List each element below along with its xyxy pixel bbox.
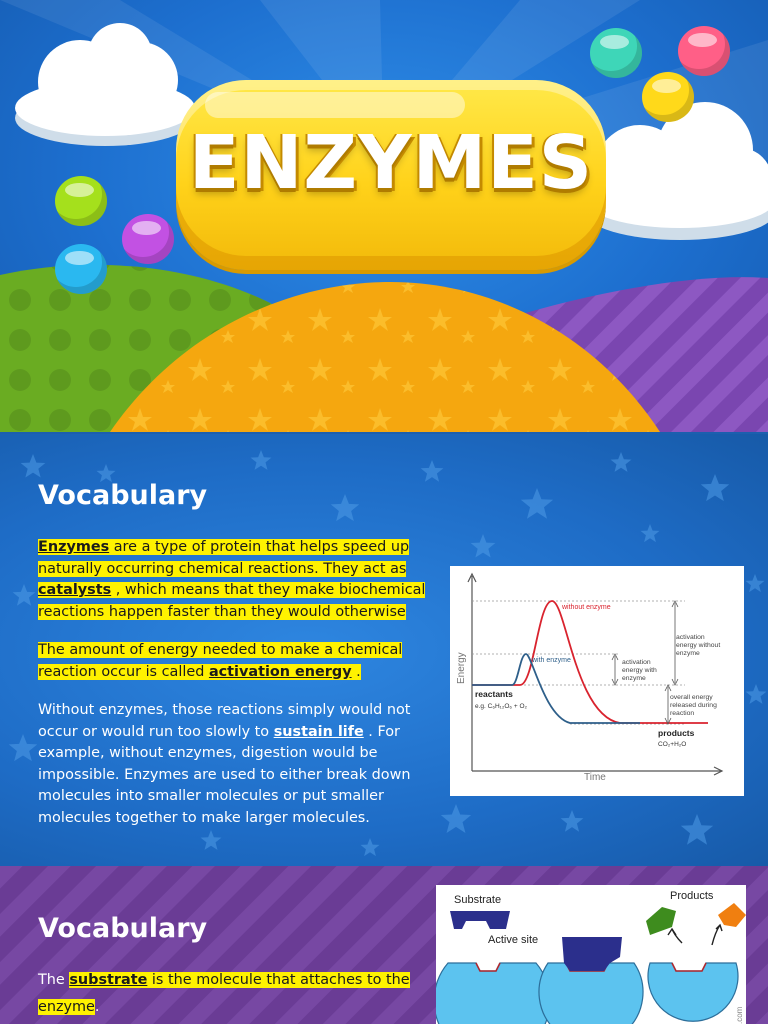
candy-ball-yellow: [642, 72, 694, 122]
label-substrate: Substrate: [454, 894, 502, 906]
label-reactants: reactants: [475, 689, 513, 699]
definition-text: are a type of protein that helps speed up naturally occurring chemical reactions. They act as: [38, 539, 410, 577]
definition-text: The amount of energy needed to make a chemical reaction occur is called: [38, 642, 403, 680]
title-slide: [0, 0, 768, 432]
graph-xlabel: Time: [584, 772, 606, 783]
activation-energy-definition: [38, 640, 430, 683]
activation-energy-graph: [450, 566, 744, 796]
definition-text: , which means that they make biochemical reactions happen faster than they would otherwise: [38, 582, 426, 620]
term-sustain-life: sustain life: [273, 723, 364, 740]
label-products: products: [658, 728, 695, 738]
without-enzymes-paragraph: [38, 700, 430, 830]
definition-text: .: [351, 663, 361, 680]
paragraph-text: . For example, without enzymes, digestion would be impossible. Enzymes are used to either break down molecules into smaller molecules or put smaller molecules together to make larger molecules.: [38, 723, 411, 826]
term-activation-energy: activation energy: [208, 663, 352, 680]
vocabulary-slide-2: [0, 866, 768, 1024]
image-watermark: .com: [735, 1006, 744, 1024]
definition-text: is the molecule that attaches to the enzyme: [38, 972, 410, 1015]
candy-ball-lime: [55, 176, 107, 226]
label-products-example: CO₂+H₂O: [658, 741, 687, 748]
label-products-image: Products: [670, 890, 714, 902]
label-reactants-example: e.g. C₆H₁₂O₆ + O₂: [475, 703, 528, 710]
label-with-enzyme: with enzyme: [532, 657, 571, 664]
candy-ball-blue: [55, 244, 107, 294]
definition-text: The: [38, 972, 70, 988]
label-without-enzyme: without enzyme: [562, 604, 611, 611]
substrate-molecule: [450, 911, 510, 929]
graph-ylabel: Energy: [456, 652, 467, 684]
label-ae-without-enzyme: activation energy without enzyme: [676, 634, 721, 657]
product-orange: [718, 903, 746, 927]
candy-ball-purple: [122, 214, 174, 264]
term-substrate: substrate: [69, 972, 148, 988]
page-title: ENZYMES: [188, 120, 594, 206]
candy-ball-teal: [590, 28, 642, 78]
label-ae-with-enzyme: activation energy with enzyme: [622, 659, 657, 682]
title-pill-shine: [205, 92, 465, 118]
vocabulary-heading: Vocabulary: [38, 480, 208, 511]
enzymes-definition: [38, 537, 430, 623]
definition-text: .: [94, 999, 100, 1015]
term-catalysts: catalysts: [38, 582, 112, 599]
vocabulary-heading-2: Vocabulary: [38, 913, 208, 944]
candy-ball-pink: [678, 26, 730, 76]
enzyme-substrate-diagram: [436, 885, 746, 1024]
substrate-definition: [38, 967, 430, 1021]
term-enzymes: Enzymes: [38, 539, 110, 555]
enzyme-shape: [436, 963, 738, 1024]
vocabulary-slide: [0, 434, 768, 866]
label-active-site: Active site: [488, 934, 539, 946]
paragraph-text: Without enzymes, those reactions simply would not occur or would run too slowly to: [38, 702, 411, 740]
label-overall-energy: overall energy released during reaction: [670, 694, 717, 717]
